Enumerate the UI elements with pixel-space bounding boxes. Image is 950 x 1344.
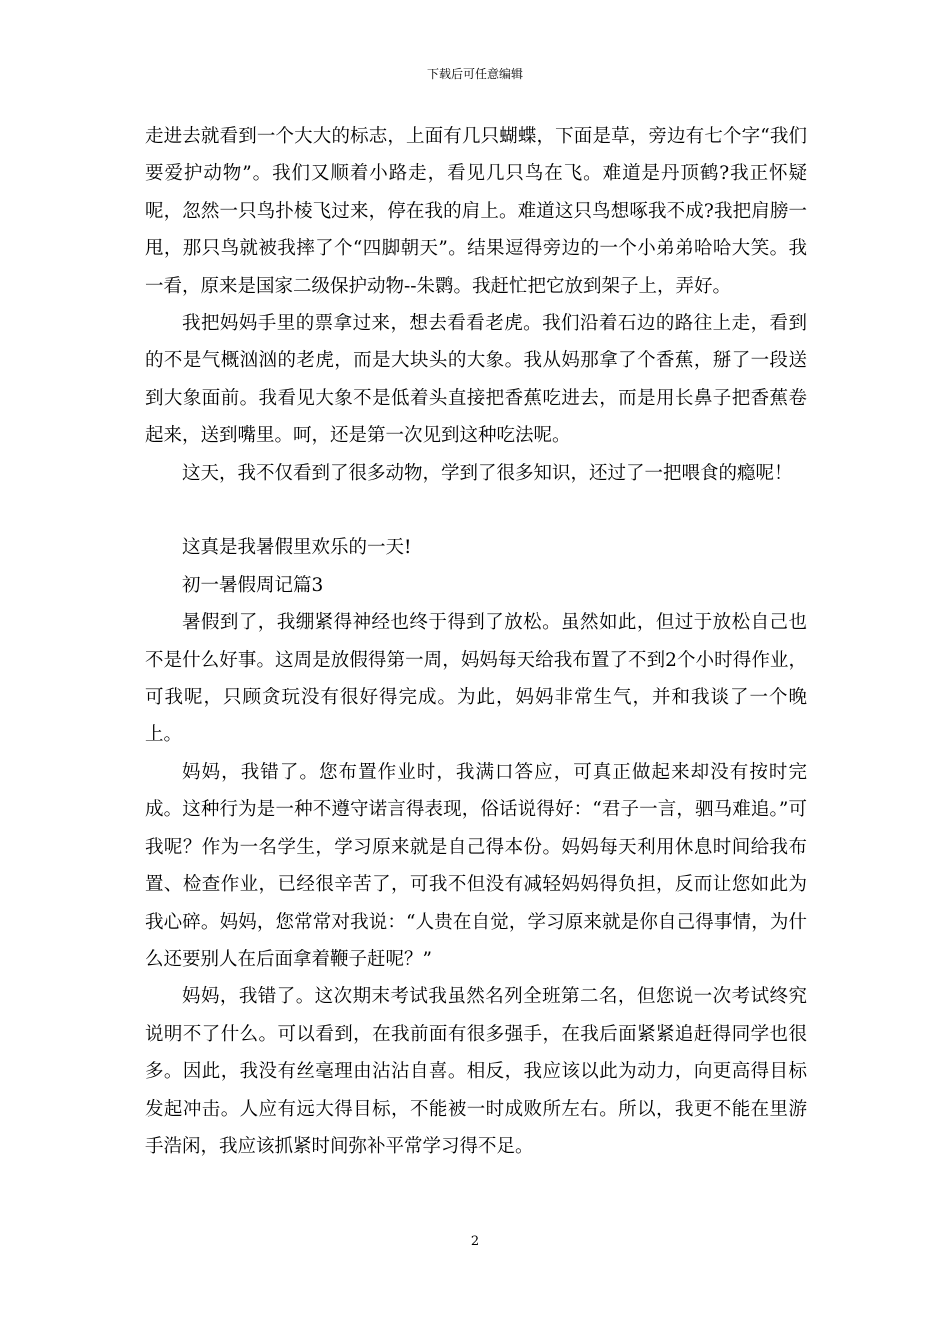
- paragraph-elephant: 我把妈妈手里的票拿过来，想去看看老虎。我们沿着石边的路往上走，看到的不是气概汹汹的老虎，而是大块头的大象。我从妈那拿了个香蕉，掰了一段送到大象面前。我看见大象不是低着头直接把香蕉吃进去，而是用长鼻子把香蕉卷起来，送到嘴里。呵，还是第一次见到这种吃法呢。: [145, 313, 807, 447]
- paragraph-apology-exam: 妈妈，我错了。这次期末考试我虽然名列全班第二名，但您说一次考试终究说明不了什么。可以看到，在我前面有很多强手，在我后面紧紧追赶得同学也很多。因此，我没有丝毫理由沾沾自喜。相反，我应该以此为动力，向更高得目标发起冲击。人应有远大得目标，不能被一时成败所左右。所以，我更不能在里游手浩闲，我应该抓紧时间弥补平常学习得不足。: [145, 986, 807, 1157]
- paragraph-summary: 这天，我不仅看到了很多动物，学到了很多知识，还过了一把喂食的瘾呢！: [182, 462, 793, 484]
- page-header: 下载后可任意编辑: [426, 67, 523, 81]
- paragraph-zoo-entrance: 走进去就看到一个大大的标志，上面有几只蝴蝶，下面是草，旁边有七个字“我们要爱护动物”。我们又顺着小路走，看见几只鸟在飞。难道是丹顶鹤?我正怀疑呢，忽然一只鸟扑棱飞过来，停在我的肩上。难道这只鸟想啄我不成?我把肩膀一甩，那只鸟就被我摔了个“四脚朝天”。结果逗得旁边的一个小弟弟哈哈大笑。我一看，原来是国家二级保护动物--朱鹮。我赶忙把它放到架子上，弄好。: [145, 126, 807, 297]
- blank-line: [145, 492, 807, 529]
- paragraph-summer-start: 暑假到了，我绷紧得神经也终于得到了放松。虽然如此，但过于放松自己也不是什么好事。这周是放假得第一周，妈妈每天给我布置了不到2个小时得作业，可我呢，只顾贪玩没有很好得完成。为此，妈妈非常生气，并和我谈了一个晚上。: [145, 612, 807, 746]
- page-number: 2: [470, 1234, 480, 1249]
- document-body: [145, 118, 807, 1165]
- paragraph-happy-day: 这真是我暑假里欢乐的一天!: [182, 537, 412, 559]
- paragraph-apology-homework: 妈妈，我错了。您布置作业时，我满口答应，可真正做起来却没有按时完成。这种行为是一种不遵守诺言得表现，俗话说得好：“君子一言，驷马难追。”可我呢？作为一名学生，学习原来就是自己得本份。妈妈每天利用休息时间给我布置、检查作业，已经很辛苦了，可我不但没有减轻妈妈得负担，反而让您如此为我心碎。妈妈，您常常对我说：“人贵在自觉，学习原来就是你自己得事情，为什么还要别人在后面拿着鞭子赶呢？”: [145, 761, 807, 970]
- section-title: 初一暑假周记篇3: [182, 574, 324, 596]
